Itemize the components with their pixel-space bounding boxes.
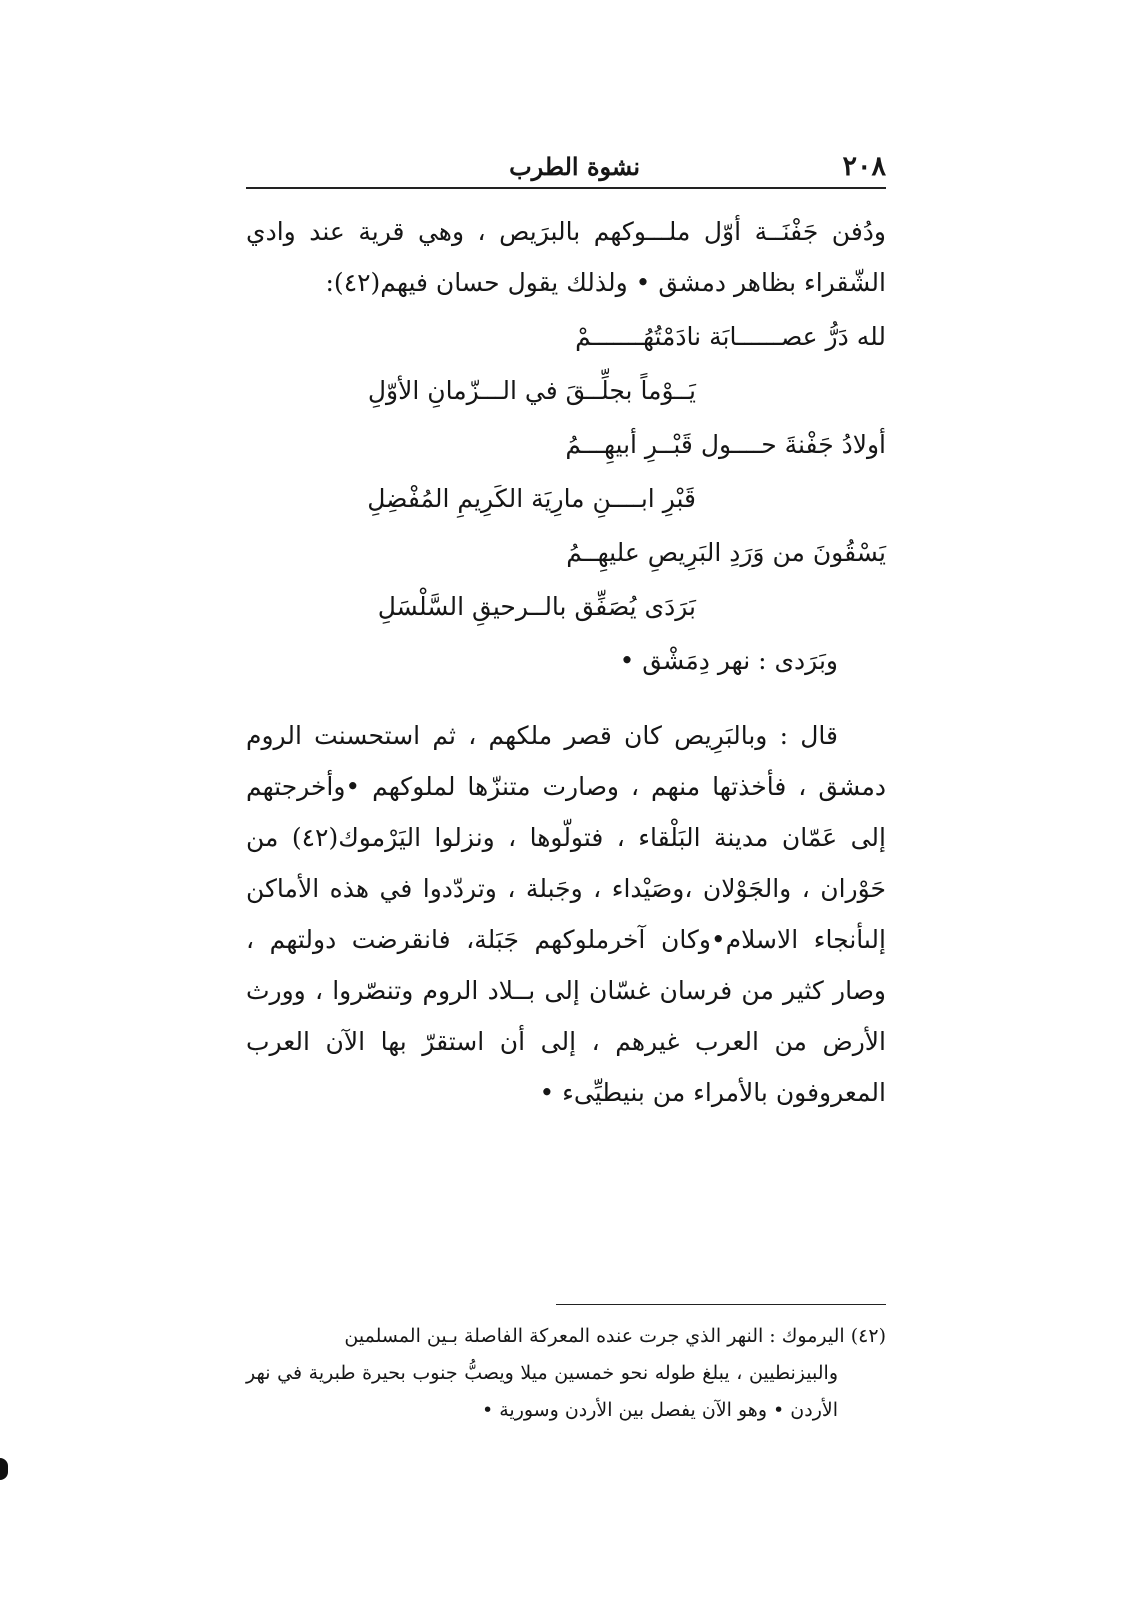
page-header [246,148,886,186]
page-number: ٢٠٨ [842,151,886,182]
footnote-rule [556,1304,886,1305]
verse-1-first-hemistich: لله دَرُّ عصــــــابَة نادَمْتُهُـــــــمْ [575,322,886,351]
intro-paragraph [246,206,886,308]
verse-3-second-hemistich: بَرَدَى يُصَفِّق بالــرحيقِ السَّلْسَلِ [377,592,696,621]
scan-edge-mark [0,1458,8,1480]
intro-text: ودُفن جَفْنَــة أوّل ملـــوكهم بالبرَيص ، وهي قرية عند وادي الشّقراء بظاهر دمشق • ولذلك يقول حسان فيهم(٤٢): [246,217,886,297]
verse-1-second-hemistich: يَــوْماً بجلِّــقَ في الـــزّمانِ الأوّلِ [367,376,696,405]
footnotes [246,1318,886,1429]
gloss-note: وبَرَدى : نهر دِمَشْق • [619,646,838,675]
verse-2-first-hemistich: أولادُ جَفْنةَ حــــول قَبْــرِ أبيهِـــمُ [565,430,886,459]
header-rule [246,187,886,189]
footnote-42: (٤٢) اليرموك : النهر الذي جرت عنده المعركة الفاصلة بـين المسلمين [344,1325,886,1347]
poem [246,310,886,634]
footnote-42-continuation: والبيزنطيين ، يبلغ طوله نحو خمسين ميلا ويصبُّ جنوب بحيرة طبرية في نهر الأردن • وهو الآن يفصل بين الأردن وسورية • [246,1362,838,1421]
narrative-paragraph [246,710,886,1118]
narrative-text: قال : وبالبَرِيص كان قصر ملكهم ، ثم استحسنت الروم دمشق ، فأخذتها منهم ، وصارت متنزّها لملوكهم •وأخرجتهم إلى عَمّان مدينة البَلْقاء ، فتولّوها ، ونزلوا اليَرْموك(٤٢) من حَوْران ، والجَوْلان ،وصَيْداء ، وجَبلة ، وتردّدوا في هذه الأماكن إلىأنجاء الاسلام•وكان آخرملوكهم جَبَلة، فانقرضت دولتهم ، وصار كثير من فرسان غسّان إلى بــلاد الروم وتنصّروا ، وورث الأرض من العرب غيرهم ، إلى أن استقرّ بها الآن العرب المعروفون بالأمراء من بنيطيِّىء • [246,721,886,1107]
running-title: نشوة الطرب [509,152,640,181]
verse-2-second-hemistich: قَبْرِ ابــــنِ مارِيَة الكَرِيمِ المُفْضِلِ [367,484,696,513]
verse-3-first-hemistich: يَسْقُونَ من وَرَدِ البَرِيصِ عليهِــمُ [566,538,886,567]
